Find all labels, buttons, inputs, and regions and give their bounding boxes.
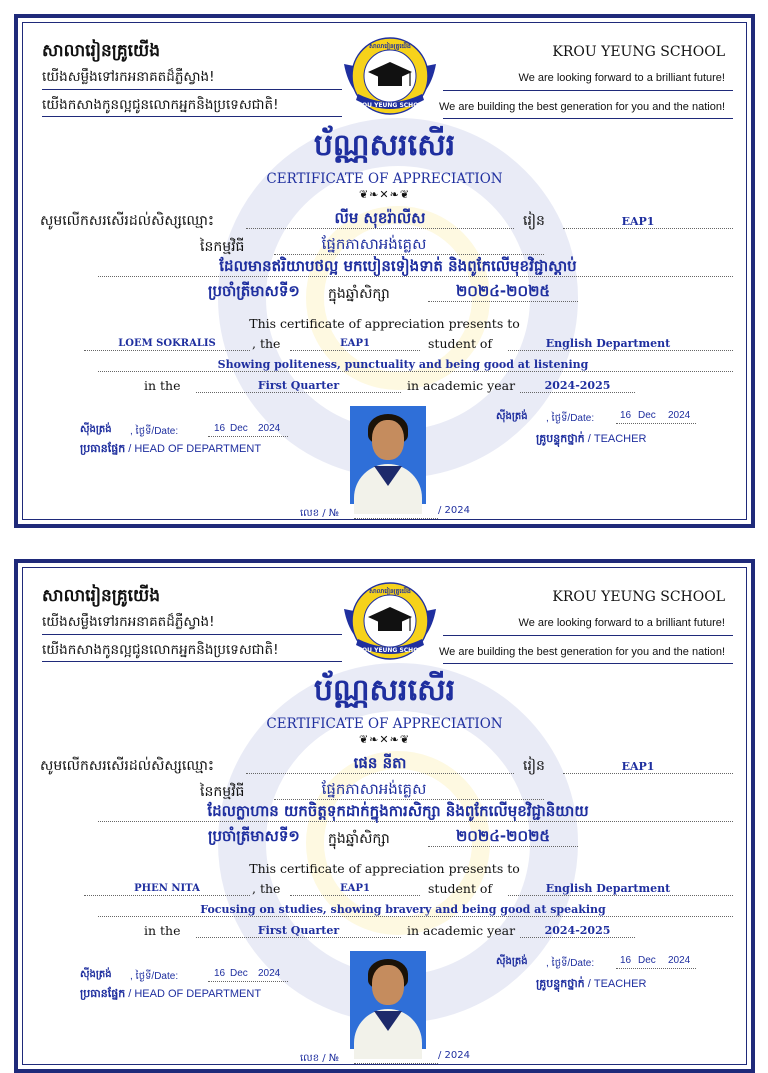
- certificate-number-year: / 2024: [438, 1050, 470, 1061]
- year-value-km: ២០២៤-២០២៥: [455, 282, 551, 300]
- reason-en: Showing politeness, punctuality and being good at listening: [217, 358, 589, 371]
- year-label-km: ក្នុងឆ្នាំសិក្សា: [328, 286, 390, 302]
- title-en: CERTIFICATE OF APPRECIATION: [266, 171, 503, 187]
- presents-label-en: This certificate of appreciation presents to: [249, 861, 520, 876]
- slogan-en-2: We are building the best generation for you and the nation!: [439, 646, 725, 658]
- date-day-left: 16: [214, 423, 226, 434]
- quarter-value-en: First Quarter: [257, 379, 340, 392]
- class-value-en: EAP1: [340, 338, 370, 349]
- head-en: / HEAD OF DEPARTMENT: [128, 988, 262, 1000]
- school-name-en: KROU YEUNG SCHOOL: [552, 589, 725, 605]
- presents-label-en: This certificate of appreciation presents to: [249, 316, 520, 331]
- program-label-km: នៃកម្មវិធី: [200, 239, 245, 255]
- student-of-label: student of: [428, 881, 493, 896]
- sign-place-km-left: ស៊ីងត្រង់: [80, 969, 112, 980]
- divider: [42, 116, 342, 117]
- date-day-left: 16: [214, 968, 226, 979]
- date-year-right: 2024: [668, 410, 691, 421]
- logo-text-bottom: KROU YEUNG SCHOOL: [352, 647, 428, 654]
- date-month-left: Dec: [230, 968, 248, 979]
- date-year-right: 2024: [668, 955, 691, 966]
- department-value-en: English Department: [545, 882, 671, 895]
- reason-en: Focusing on studies, showing bravery and being good at speaking: [200, 903, 606, 916]
- period-km: ប្រចាំត្រីមាសទី១: [208, 827, 300, 845]
- period-km: ប្រចាំត្រីមាសទី១: [208, 282, 300, 300]
- certificate-card: [14, 559, 755, 1073]
- date-year-left: 2024: [258, 423, 281, 434]
- date-label-right: , ថ្ងៃទី/Date:: [546, 413, 595, 424]
- teacher-km: គ្រូបន្ទុកថ្នាក់: [536, 977, 585, 990]
- class-value-en: EAP1: [340, 883, 370, 894]
- head-km: ប្រធានផ្នែក: [80, 442, 126, 455]
- divider: [42, 661, 342, 662]
- class-label-km: រៀន: [523, 213, 545, 229]
- sign-place-km-right: ស៊ីងត្រង់: [496, 411, 528, 422]
- slogan-km-1: យើងសម្លឹងទៅរកអនាគតដ៏ភ្លឺស្វាង!: [42, 69, 215, 85]
- date-month-left: Dec: [230, 423, 248, 434]
- student-name-en: LOEM SOKRALIS: [118, 338, 216, 349]
- school-name-km: សាលារៀនគ្រូយើង: [42, 586, 161, 606]
- divider: [42, 634, 342, 635]
- student-name-km: ផេន នីតា: [353, 754, 407, 772]
- sign-place-km-right: ស៊ីងត្រង់: [496, 956, 528, 967]
- teacher-en: / TEACHER: [587, 978, 647, 990]
- school-name-en: KROU YEUNG SCHOOL: [552, 44, 725, 60]
- divider: [443, 635, 733, 636]
- date-month-right: Dec: [638, 955, 656, 966]
- title-km: ប័ណ្ណសរសើរ: [313, 673, 456, 708]
- title-km: ប័ណ្ណសរសើរ: [313, 128, 456, 163]
- student-photo: [350, 406, 426, 504]
- student-name-km: លីម សុខរ៉ាលីស: [334, 209, 426, 227]
- year-label-km: ក្នុងឆ្នាំសិក្សា: [328, 831, 390, 847]
- program-label-km: នៃកម្មវិធី: [200, 784, 245, 800]
- divider: [443, 118, 733, 119]
- date-label-right: , ថ្ងៃទី/Date:: [546, 958, 595, 969]
- head-of-department-title: [80, 442, 261, 458]
- quarter-value-en: First Quarter: [257, 924, 340, 937]
- slogan-km-2: យើងកសាងកូនល្អជូនលោកអ្នកនិងប្រទេសជាតិ!: [42, 642, 279, 658]
- slogan-en-1: We are looking forward to a brilliant future!: [518, 617, 725, 629]
- department-value-en: English Department: [545, 337, 671, 350]
- ornament: ❦❧✕❧❦: [358, 733, 411, 746]
- teacher-title: [536, 432, 646, 448]
- praise-label-km: សូមលើកសរសើរដល់សិស្សឈ្មោះ: [40, 758, 215, 774]
- student-photo: [350, 951, 426, 1049]
- sign-place-km-left: ស៊ីងត្រង់: [80, 424, 112, 435]
- in-the-label: in the: [144, 923, 181, 938]
- year-value-km: ២០២៤-២០២៥: [455, 827, 551, 845]
- school-name-km: សាលារៀនគ្រូយើង: [42, 41, 161, 61]
- reason-km: ដែលមានឥរិយាបថល្អ មកបៀនទៀងទាត់ និងពូកែលើមុខវិជ្ជាស្តាប់: [219, 257, 577, 275]
- head-en: / HEAD OF DEPARTMENT: [128, 443, 262, 455]
- praise-label-km: សូមលើកសរសើរដល់សិស្សឈ្មោះ: [40, 213, 215, 229]
- student-name-en: PHEN NITA: [134, 883, 200, 894]
- divider: [443, 90, 733, 91]
- class-value: EAP1: [621, 215, 655, 228]
- in-the-label: in the: [144, 378, 181, 393]
- divider: [443, 663, 733, 664]
- ornament: ❦❧✕❧❦: [358, 188, 411, 201]
- certificate-number-label: លេខ / №: [300, 508, 340, 519]
- certificate-card: [14, 14, 755, 528]
- head-of-department-title: [80, 987, 261, 1003]
- date-label-left: , ថ្ងៃទី/Date:: [130, 426, 179, 437]
- certificate-number-year: / 2024: [438, 505, 470, 516]
- slogan-en-2: We are building the best generation for you and the nation!: [439, 101, 725, 113]
- divider: [42, 89, 342, 90]
- date-month-right: Dec: [638, 410, 656, 421]
- academic-year-label: in academic year: [407, 378, 516, 393]
- academic-year-label: in academic year: [407, 923, 516, 938]
- year-value-en: 2024-2025: [544, 379, 611, 392]
- program-value-km: ផ្នែកភាសាអង់គ្លេស: [321, 780, 427, 798]
- logo-text-bottom: KROU YEUNG SCHOOL: [352, 102, 428, 109]
- reason-km: ដែលក្លាហាន យកចិត្តទុកដាក់ក្នុងការសិក្សា និងពូកែលើមុខវិជ្ជានិយាយ: [207, 802, 589, 820]
- class-value: EAP1: [621, 760, 655, 773]
- logo-text-top: សាលារៀនគ្រូយើង: [369, 588, 411, 595]
- certificate-number-label: លេខ / №: [300, 1053, 340, 1064]
- the-label: , the: [252, 336, 281, 351]
- date-year-left: 2024: [258, 968, 281, 979]
- slogan-en-1: We are looking forward to a brilliant future!: [518, 72, 725, 84]
- program-value-km: ផ្នែកភាសាអង់គ្លេស: [321, 235, 427, 253]
- date-day-right: 16: [620, 410, 632, 421]
- class-label-km: រៀន: [523, 758, 545, 774]
- logo-text-top: សាលារៀនគ្រូយើង: [369, 43, 411, 50]
- slogan-km-1: យើងសម្លឹងទៅរកអនាគតដ៏ភ្លឺស្វាង!: [42, 614, 215, 630]
- year-value-en: 2024-2025: [544, 924, 611, 937]
- student-of-label: student of: [428, 336, 493, 351]
- head-km: ប្រធានផ្នែក: [80, 987, 126, 1000]
- school-logo: [338, 34, 442, 118]
- the-label: , the: [252, 881, 281, 896]
- date-day-right: 16: [620, 955, 632, 966]
- title-en: CERTIFICATE OF APPRECIATION: [266, 716, 503, 732]
- teacher-en: / TEACHER: [587, 433, 647, 445]
- school-logo: [338, 579, 442, 663]
- teacher-title: [536, 977, 646, 993]
- date-label-left: , ថ្ងៃទី/Date:: [130, 971, 179, 982]
- slogan-km-2: យើងកសាងកូនល្អជូនលោកអ្នកនិងប្រទេសជាតិ!: [42, 97, 279, 113]
- teacher-km: គ្រូបន្ទុកថ្នាក់: [536, 432, 585, 445]
